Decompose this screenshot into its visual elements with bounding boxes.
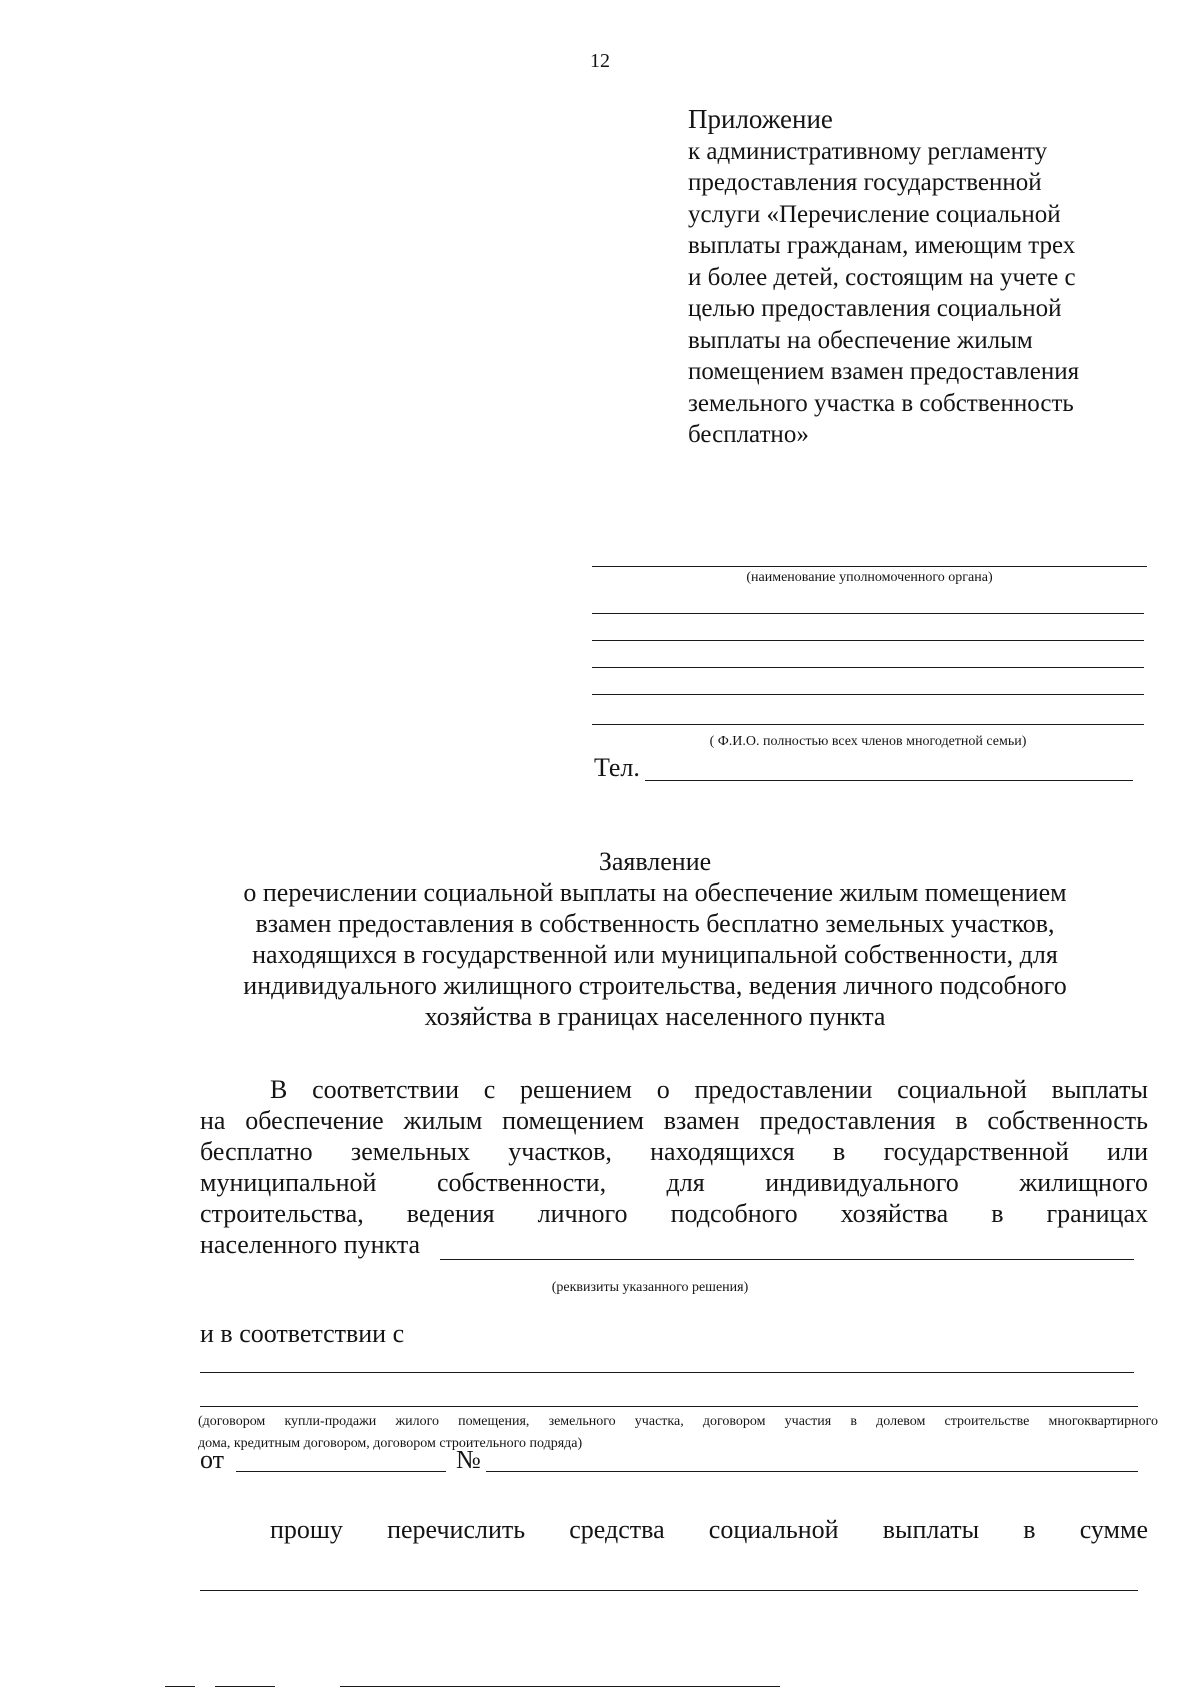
statement-subtitle-line: индивидуального жилищного строительства, ведения личного подсобного — [243, 971, 1067, 1000]
organ-field-line[interactable] — [592, 566, 1147, 567]
date-field-line[interactable] — [236, 1471, 446, 1472]
family-field-line[interactable] — [592, 724, 1144, 725]
body-last-line: населенного пункта — [200, 1230, 421, 1259]
family-field-line[interactable] — [592, 640, 1144, 641]
annex-line: предоставления государственной — [688, 169, 1042, 196]
annex-line: целью предоставления социальной — [688, 295, 1062, 322]
body-line: бесплатно земельных участков, находящихся в государственной или — [200, 1137, 1148, 1166]
organ-caption: (наименование уполномоченного органа) — [746, 570, 993, 585]
family-field-line[interactable] — [592, 667, 1144, 668]
annex-title: Приложение — [688, 104, 833, 134]
annex-block — [688, 104, 1158, 451]
annex-line: бесплатно» — [688, 421, 809, 448]
scan-artifact-line — [215, 1686, 275, 1687]
annex-line: помещением взамен предоставления — [688, 358, 1080, 385]
annex-line: земельного участка в собственность — [688, 389, 1074, 417]
statement-subtitle-line: взамен предоставления в собственность бесплатно земельных участков, — [255, 909, 1055, 938]
statement-subtitle-line: находящихся в государственной или муниципальной собственности, для — [252, 940, 1058, 969]
annex-line: выплаты гражданам, имеющим трех — [688, 232, 1076, 259]
statement-title: Заявление — [598, 847, 712, 876]
scan-artifact-line — [165, 1686, 195, 1687]
contract-caption-line: дома, кредитным договором, договором строительного подряда) — [198, 1436, 583, 1451]
statement-subtitle-line: о перечислении социальной выплаты на обеспечение жилым помещением — [243, 878, 1067, 907]
decision-field-line[interactable] — [440, 1259, 1134, 1260]
family-field-line[interactable] — [592, 613, 1144, 614]
annex-line: выплаты на обеспечение жилым — [688, 326, 1033, 354]
contract-field-line[interactable] — [200, 1406, 1138, 1407]
body-line: строительства, ведения личного подсобного хозяйства в границах — [200, 1199, 1148, 1228]
accordance-label: и в соответствии с — [200, 1319, 405, 1348]
body-line: В соответствии с решением о предоставлении социальной выплаты — [270, 1075, 1148, 1104]
family-field-line[interactable] — [592, 694, 1144, 695]
phone-field-line[interactable] — [645, 780, 1133, 781]
decision-caption: (реквизиты указанного решения) — [551, 1280, 749, 1295]
body-line: муниципальной собственности, для индивидуального жилищного — [200, 1168, 1148, 1197]
page-number: 12 — [590, 50, 610, 72]
phone-label: Тел. — [594, 753, 640, 782]
contract-caption — [198, 1411, 1158, 1455]
contract-field-line[interactable] — [200, 1372, 1134, 1373]
annex-line: и более детей, состоящим на учете с — [688, 263, 1076, 291]
contract-caption-line: (договором купли-продажи жилого помещения, земельного участка, договором участия в долевом строительстве многоквартирного — [198, 1414, 1158, 1429]
request-line: прошу перечислить средства социальной выплаты в сумме — [270, 1515, 1148, 1544]
statement-subtitle-line: хозяйства в границах населенного пункта — [424, 1002, 886, 1031]
statement-title-block — [180, 846, 1130, 1032]
amount-field-line[interactable] — [200, 1590, 1138, 1591]
from-label: от — [200, 1445, 225, 1474]
family-caption: ( Ф.И.О. полностью всех членов многодетной семьи) — [709, 734, 1027, 749]
annex-line: к административному регламенту — [688, 137, 1048, 165]
contract-number-field-line[interactable] — [486, 1471, 1138, 1472]
body-line: на обеспечение жилым помещением взамен предоставления в собственность — [200, 1106, 1148, 1135]
annex-line: услуги «Перечисление социальной — [688, 200, 1061, 228]
scan-artifact-line — [340, 1686, 780, 1687]
number-label: № — [456, 1445, 481, 1474]
